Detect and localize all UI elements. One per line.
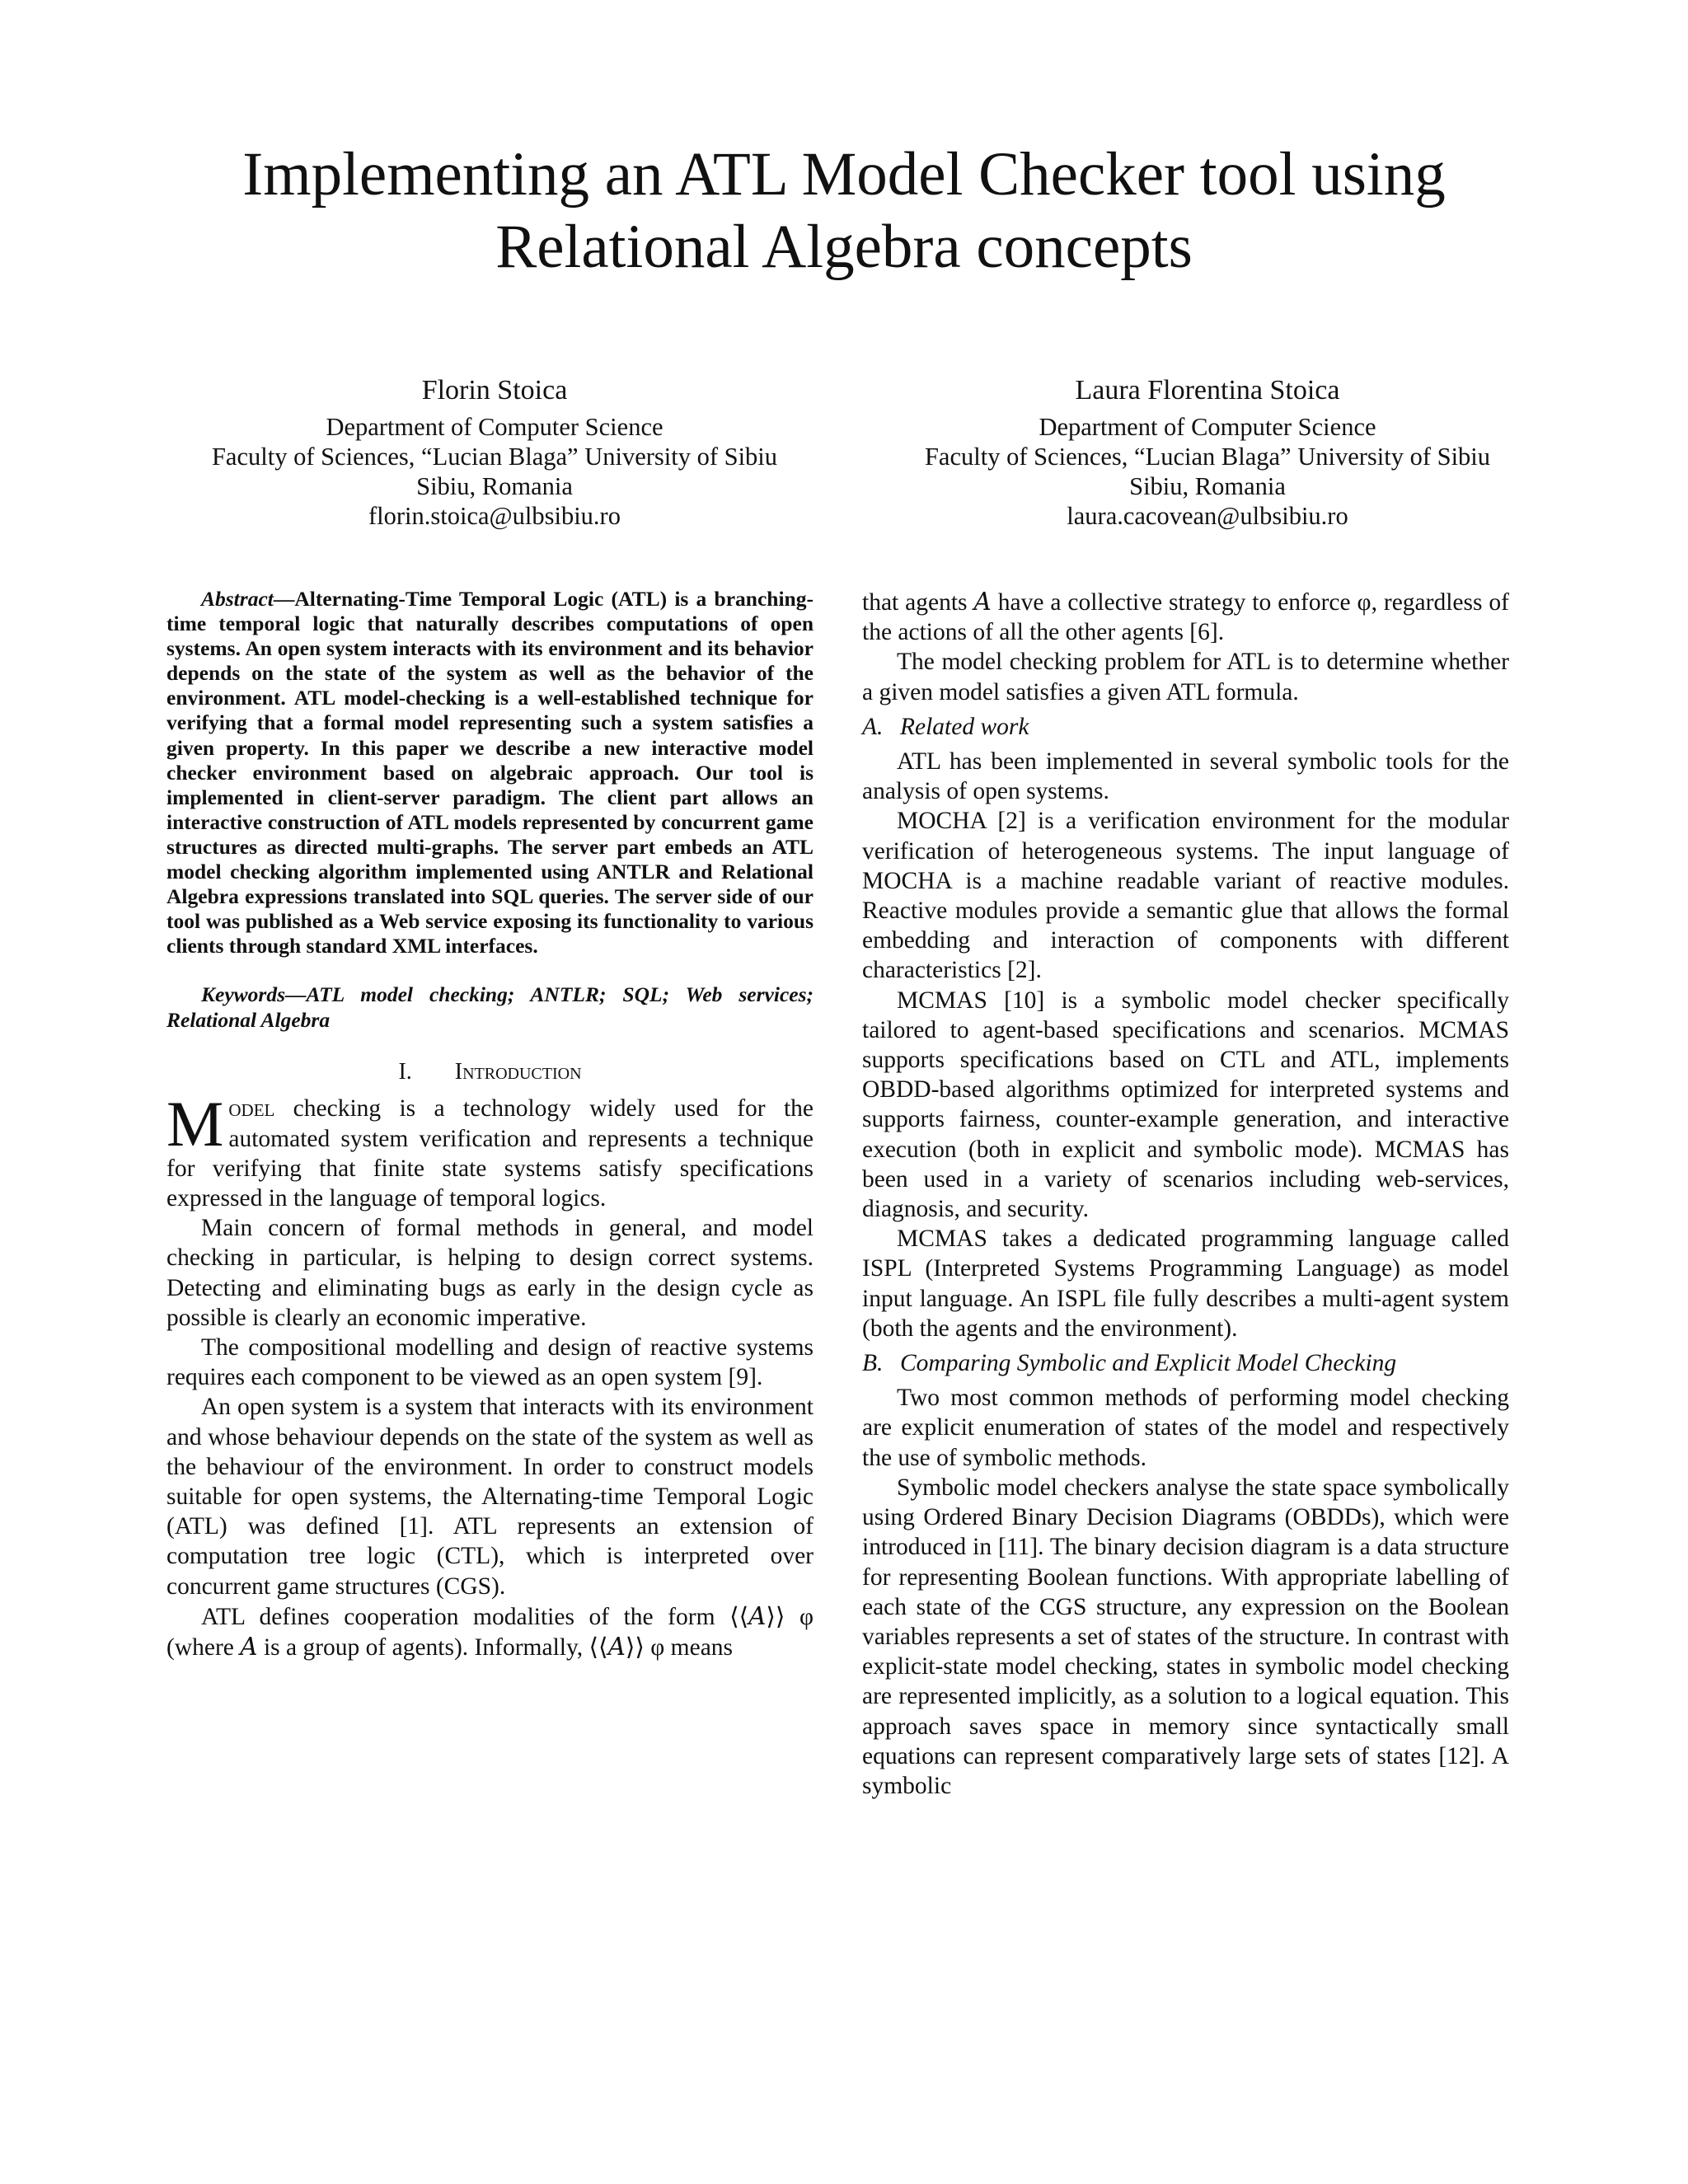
agent-group-symbol: A <box>748 1601 767 1630</box>
text-run: have a collective strategy to enforce φ, regardless of the actions of all the other agents [6]. <box>862 589 1509 646</box>
text-run: that agents <box>862 589 974 616</box>
keywords: Keywords—ATL model checking; ANTLR; SQL; Web services; Relational Algebra <box>166 982 814 1033</box>
title-line-2: Relational Algebra concepts <box>495 213 1193 281</box>
text-run: ⟩⟩ φ (where <box>166 1603 814 1661</box>
comparing-paragraph-1: Two most common methods of performing model checking are explicit enumeration of states of the model and respectively the use of symbolic methods. <box>862 1385 1509 1471</box>
subsection-title: Comparing Symbolic and Explicit Model Checking <box>900 1350 1397 1377</box>
author-department: Department of Computer Science <box>326 413 663 441</box>
abstract-lead: Abstract <box>201 587 274 611</box>
author-name: Florin Stoica <box>421 375 568 405</box>
subsection-number: B. <box>862 1350 884 1377</box>
continued-paragraph <box>862 587 1509 647</box>
right-column <box>862 587 1509 1801</box>
intro-smallcaps-word: odel <box>228 1095 275 1122</box>
subsection-title: Related work <box>900 713 1029 740</box>
abstract <box>166 587 814 958</box>
subsection-heading-related-work <box>862 712 1509 742</box>
text-run: ATL defines cooperation modalities of the form ⟨⟨ <box>201 1603 749 1630</box>
model-checking-problem-paragraph: The model checking problem for ATL is to determine whether a given model satisfies a given ATL formula. <box>862 649 1509 705</box>
author-faculty: Faculty of Sciences, “Lucian Blaga” University of Sibiu <box>211 443 778 471</box>
subsection-heading-comparing <box>862 1348 1509 1378</box>
agent-group-symbol: A <box>240 1633 258 1661</box>
author-email: florin.stoica@ulbsibiu.ro <box>368 502 621 530</box>
author-faculty: Faculty of Sciences, “Lucian Blaga” University of Sibiu <box>924 443 1491 471</box>
related-paragraph-2: MOCHA [2] is a verification environment for the modular verification of heterogeneous systems. The input language of MOCHA is a machine readable variant of reactive modules. Reactive modules provide a semantic glue that allows the formal embedding and interaction of components with different characteristics [2]. <box>862 808 1509 984</box>
author-email: laura.cacovean@ulbsibiu.ro <box>1067 502 1348 530</box>
title-line-1: Implementing an ATL Model Checker tool using <box>242 140 1446 209</box>
intro-paragraph-1-text: checking is a technology widely used for the automated system verification and represents a technique for verifying that finite state systems satisfy specifications expressed in the language of temporal logics. <box>166 1095 814 1212</box>
section-title: Introduction <box>454 1059 582 1085</box>
section-number: I. <box>398 1059 412 1085</box>
drop-cap: M <box>166 1088 224 1160</box>
agent-group-symbol: A <box>973 588 992 616</box>
agent-group-symbol: A <box>607 1633 626 1661</box>
author-city: Sibiu, Romania <box>416 472 573 500</box>
intro-paragraph-2: Main concern of formal methods in general, and model checking in particular, is helping to design correct systems. Detecting and eliminating bugs as early in the design cycle as possible is clearly an economic imperative. <box>166 1215 814 1331</box>
paper-title <box>148 138 1540 284</box>
author-department: Department of Computer Science <box>1039 413 1376 441</box>
left-column <box>166 587 814 1662</box>
related-paragraph-4: MCMAS takes a dedicated programming language called ISPL (Interpreted Systems Programming Language) as model input language. An ISPL file fully describes a multi-agent system (both the agents and the environment). <box>862 1226 1509 1342</box>
related-paragraph-3: MCMAS [10] is a symbolic model checker specifically tailored to agent-based specifications and scenarios. MCMAS supports specifications based on CTL and ATL, implements OBDD-based algorithms optimized for interpreted systems and supports fairness, counter-example generation, and interactive execution (both in explicit and symbolic mode). MCMAS has been used in a variety of scenarios including web-services, diagnosis, and security. <box>862 987 1509 1223</box>
intro-paragraph-4: An open system is a system that interacts with its environment and whose behaviour depends on the state of the system as well as the behaviour of the environment. In order to construct models suitable for open systems, the Alternating-time Temporal Logic (ATL) was defined [1]. ATL represents an extension of computation tree logic (CTL), which is interpreted over concurrent game structures (CGS). <box>166 1394 814 1600</box>
author-block-2 <box>870 373 1545 531</box>
comparing-paragraph-2: Symbolic model checkers analyse the state space symbolically using Ordered Binary Decision Diagrams (OBDDs), which were introduced in [11]. The binary decision diagram is a data structure for representing Boolean functions. With appropriate labelling of each state of the CGS structure, any expression on the Boolean variables represents a set of states of the structure. In contrast with explicit-state model checking, states in symbolic model checking are represented implicitly, as a solution to a logical equation. This approach saves space in memory since syntactically small equations can represent comparatively large sets of states [12]. A symbolic <box>862 1474 1509 1799</box>
author-name: Laura Florentina Stoica <box>1075 375 1340 405</box>
abstract-body: —Alternating-Time Temporal Logic (ATL) is a branching-time temporal logic that naturally describes computations of open systems. An open system interacts with its environment and its behavior depends on the state of the system as well as the behavior of the environment. ATL model-checking is a well-established technique for verifying that a formal model representing such a system satisfies a given property. In this paper we describe a new interactive model checker environment based on algebraic approach. Our tool is implemented in client-server paradigm. The client part allows an interactive construction of ATL models represented by concurrent game structures as directed multi-graphs. The server part embeds an ATL model checking algorithm implemented using ANTLR and Relational Algebra expressions translated into SQL queries. The server side of our tool was published as a Web service exposing its functionality to various clients through standard XML interfaces. <box>166 587 814 958</box>
intro-paragraph-3: The compositional modelling and design of reactive systems requires each component to be viewed as an open system [9]. <box>166 1334 814 1391</box>
related-paragraph-1: ATL has been implemented in several symbolic tools for the analysis of open systems. <box>862 748 1509 805</box>
section-heading-introduction <box>166 1057 814 1087</box>
subsection-number: A. <box>862 713 884 740</box>
text-run: is a group of agents). Informally, ⟨⟨ <box>257 1634 608 1661</box>
text-run: ⟩⟩ φ means <box>625 1634 734 1661</box>
intro-paragraph-5 <box>166 1601 814 1662</box>
author-block-1 <box>157 373 832 531</box>
intro-paragraph-1 <box>166 1088 814 1213</box>
author-city: Sibiu, Romania <box>1129 472 1286 500</box>
